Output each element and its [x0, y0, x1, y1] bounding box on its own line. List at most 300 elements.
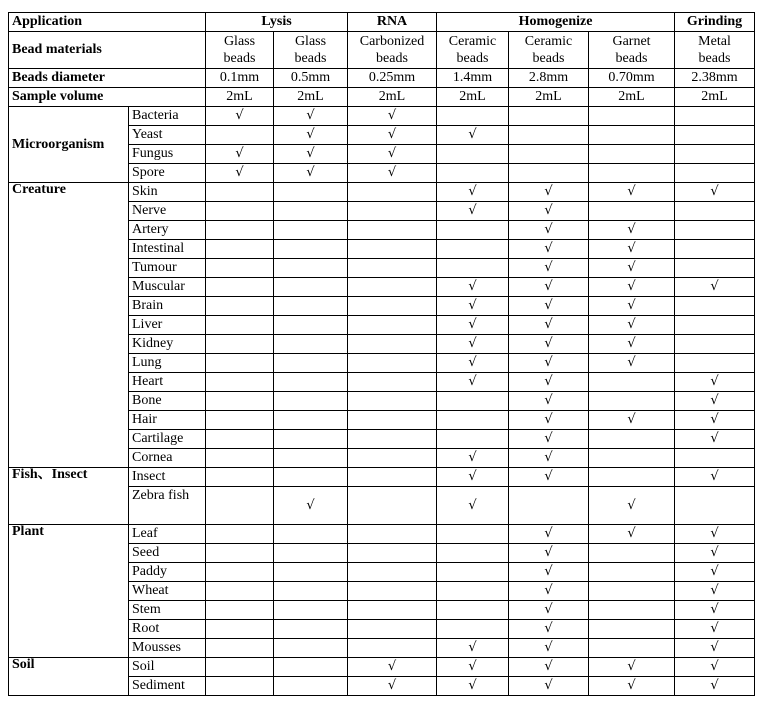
compatibility-cell: [509, 658, 589, 677]
sample-name: Leaf: [129, 525, 206, 544]
bead-material-type: beads: [532, 51, 565, 66]
compatibility-cell: [509, 582, 589, 601]
bead-material-type: beads: [615, 51, 648, 66]
check-mark-icon: √: [544, 659, 553, 674]
compatibility-cell: [589, 221, 675, 240]
compatibility-cell: [274, 240, 348, 259]
compatibility-cell: [437, 373, 509, 392]
compatibility-cell: [589, 278, 675, 297]
sample-volume-cell: 2mL: [274, 88, 348, 107]
compatibility-cell: [437, 126, 509, 145]
compatibility-cell: [589, 677, 675, 696]
compatibility-cell: [509, 297, 589, 316]
check-mark-icon: √: [627, 317, 636, 332]
sample-volume-header: Sample volume: [9, 88, 206, 107]
compatibility-cell: [206, 297, 274, 316]
beads-diameter-cell: 1.4mm: [437, 69, 509, 88]
compatibility-cell: [437, 335, 509, 354]
compatibility-cell: [509, 468, 589, 487]
compatibility-cell: [437, 639, 509, 658]
compatibility-cell: [274, 145, 348, 164]
compatibility-cell: [509, 240, 589, 259]
compatibility-cell: [675, 373, 755, 392]
compatibility-cell: [274, 487, 348, 525]
check-mark-icon: √: [468, 659, 477, 674]
compatibility-cell: [589, 183, 675, 202]
bead-material-name: Carbonized: [359, 34, 425, 49]
category-label: Fish、Insect: [9, 468, 129, 525]
beads-diameter-cell: 0.5mm: [274, 69, 348, 88]
compatibility-cell: [509, 392, 589, 411]
category-label: Creature: [9, 183, 129, 468]
compatibility-cell: [348, 183, 437, 202]
compatibility-cell: [348, 563, 437, 582]
compatibility-cell: [274, 563, 348, 582]
table-row: [9, 183, 755, 202]
check-mark-icon: √: [710, 412, 719, 427]
compatibility-cell: [274, 582, 348, 601]
compatibility-cell: [589, 525, 675, 544]
compatibility-cell: [437, 164, 509, 183]
check-mark-icon: √: [235, 165, 244, 180]
compatibility-cell: [509, 487, 589, 525]
check-mark-icon: √: [627, 184, 636, 199]
compatibility-cell: [274, 430, 348, 449]
check-mark-icon: √: [710, 621, 719, 636]
compatibility-cell: [589, 373, 675, 392]
compatibility-cell: [437, 259, 509, 278]
compatibility-cell: [437, 449, 509, 468]
check-mark-icon: √: [306, 127, 315, 142]
bead-materials-header: Bead materials: [9, 32, 206, 69]
sample-name: Stem: [129, 601, 206, 620]
compatibility-cell: [348, 620, 437, 639]
bead-material-cell: [348, 32, 437, 69]
compatibility-cell: [675, 278, 755, 297]
compatibility-cell: [274, 658, 348, 677]
check-mark-icon: √: [544, 602, 553, 617]
sample-name: Kidney: [129, 335, 206, 354]
check-mark-icon: √: [544, 260, 553, 275]
bead-material-name: Glass: [294, 34, 327, 49]
compatibility-cell: [348, 487, 437, 525]
check-mark-icon: √: [627, 298, 636, 313]
compatibility-cell: [589, 582, 675, 601]
compatibility-cell: [675, 259, 755, 278]
group-header: Homogenize: [437, 13, 675, 32]
sample-name: Seed: [129, 544, 206, 563]
check-mark-icon: √: [387, 659, 397, 674]
compatibility-cell: [509, 354, 589, 373]
compatibility-cell: [206, 316, 274, 335]
sample-name: Yeast: [129, 126, 206, 145]
compatibility-cell: [274, 449, 348, 468]
check-mark-icon: √: [544, 450, 553, 465]
bead-material-name: Garnet: [612, 34, 651, 49]
sample-name: Intestinal: [129, 240, 206, 259]
bead-material-cell: [274, 32, 348, 69]
check-mark-icon: √: [544, 412, 553, 427]
group-header: Grinding: [675, 13, 755, 32]
compatibility-cell: [206, 278, 274, 297]
table-row: [9, 107, 755, 126]
compatibility-cell: [675, 202, 755, 221]
bead-material-type: beads: [456, 51, 489, 66]
compatibility-cell: [274, 544, 348, 563]
beads-diameter-cell: 0.25mm: [348, 69, 437, 88]
check-mark-icon: √: [544, 336, 553, 351]
compatibility-cell: [589, 107, 675, 126]
compatibility-cell: [437, 430, 509, 449]
compatibility-cell: [348, 658, 437, 677]
check-mark-icon: √: [544, 469, 553, 484]
check-mark-icon: √: [468, 317, 477, 332]
compatibility-cell: [509, 639, 589, 658]
compatibility-cell: [675, 601, 755, 620]
compatibility-cell: [509, 278, 589, 297]
compatibility-cell: [206, 582, 274, 601]
compatibility-cell: [274, 107, 348, 126]
compatibility-cell: [274, 468, 348, 487]
compatibility-cell: [206, 449, 274, 468]
compatibility-cell: [348, 316, 437, 335]
compatibility-cell: [274, 126, 348, 145]
compatibility-cell: [589, 240, 675, 259]
check-mark-icon: √: [468, 678, 477, 693]
check-mark-icon: √: [544, 298, 553, 313]
compatibility-cell: [348, 411, 437, 430]
sample-name: Sediment: [129, 677, 206, 696]
compatibility-cell: [675, 487, 755, 525]
compatibility-cell: [206, 430, 274, 449]
check-mark-icon: √: [710, 184, 719, 199]
check-mark-icon: √: [710, 374, 719, 389]
compatibility-cell: [589, 639, 675, 658]
beads-diameter-cell: 2.38mm: [675, 69, 755, 88]
check-mark-icon: √: [627, 222, 636, 237]
compatibility-cell: [274, 316, 348, 335]
check-mark-icon: √: [710, 545, 719, 560]
compatibility-cell: [274, 411, 348, 430]
compatibility-cell: [348, 392, 437, 411]
check-mark-icon: √: [468, 184, 477, 199]
compatibility-cell: [589, 411, 675, 430]
beads-diameter-cell: 0.1mm: [206, 69, 274, 88]
check-mark-icon: √: [710, 279, 719, 294]
category-label: Plant: [9, 525, 129, 658]
compatibility-cell: [437, 677, 509, 696]
table-body: [9, 13, 755, 696]
check-mark-icon: √: [710, 526, 719, 541]
check-mark-icon: √: [710, 431, 719, 446]
compatibility-cell: [206, 392, 274, 411]
compatibility-cell: [348, 677, 437, 696]
compatibility-cell: [675, 468, 755, 487]
check-mark-icon: √: [306, 165, 315, 180]
compatibility-cell: [675, 145, 755, 164]
check-mark-icon: √: [710, 469, 719, 484]
compatibility-cell: [437, 392, 509, 411]
compatibility-cell: [589, 392, 675, 411]
sample-volume-cell: 2mL: [675, 88, 755, 107]
compatibility-cell: [675, 677, 755, 696]
sample-volume-cell: 2mL: [437, 88, 509, 107]
bead-material-type: beads: [223, 51, 256, 66]
compatibility-cell: [675, 164, 755, 183]
check-mark-icon: √: [387, 678, 397, 693]
check-mark-icon: √: [544, 678, 553, 693]
sample-volume-cell: 2mL: [206, 88, 274, 107]
compatibility-cell: [675, 297, 755, 316]
compatibility-cell: [274, 525, 348, 544]
check-mark-icon: √: [544, 621, 553, 636]
compatibility-cell: [206, 202, 274, 221]
compatibility-cell: [589, 544, 675, 563]
compatibility-cell: [675, 449, 755, 468]
sample-name: Hair: [129, 411, 206, 430]
bead-material-name: Ceramic: [448, 34, 497, 49]
compatibility-cell: [274, 677, 348, 696]
bead-material-type: beads: [698, 51, 731, 66]
compatibility-cell: [509, 430, 589, 449]
compatibility-cell: [675, 582, 755, 601]
compatibility-cell: [348, 335, 437, 354]
sample-name: Mousses: [129, 639, 206, 658]
compatibility-cell: [589, 259, 675, 278]
check-mark-icon: √: [468, 355, 477, 370]
compatibility-cell: [348, 240, 437, 259]
compatibility-cell: [348, 126, 437, 145]
check-mark-icon: √: [544, 393, 553, 408]
compatibility-cell: [589, 430, 675, 449]
check-mark-icon: √: [710, 583, 719, 598]
compatibility-cell: [509, 259, 589, 278]
compatibility-cell: [206, 658, 274, 677]
bead-application-table-wrapper: [8, 12, 755, 696]
compatibility-cell: [509, 544, 589, 563]
sample-name: Cornea: [129, 449, 206, 468]
sample-name: Paddy: [129, 563, 206, 582]
compatibility-cell: [206, 183, 274, 202]
compatibility-cell: [509, 525, 589, 544]
sample-name: Bacteria: [129, 107, 206, 126]
bead-material-cell: [437, 32, 509, 69]
compatibility-cell: [274, 278, 348, 297]
compatibility-cell: [675, 411, 755, 430]
sample-name: Wheat: [129, 582, 206, 601]
compatibility-cell: [348, 278, 437, 297]
check-mark-icon: √: [627, 526, 636, 541]
compatibility-cell: [206, 373, 274, 392]
compatibility-cell: [437, 468, 509, 487]
compatibility-cell: [206, 525, 274, 544]
check-mark-icon: √: [544, 222, 553, 237]
compatibility-cell: [675, 335, 755, 354]
compatibility-cell: [589, 202, 675, 221]
table-row: [9, 525, 755, 544]
compatibility-cell: [509, 183, 589, 202]
check-mark-icon: √: [627, 659, 636, 674]
compatibility-cell: [675, 354, 755, 373]
compatibility-cell: [675, 544, 755, 563]
compatibility-cell: [348, 373, 437, 392]
compatibility-cell: [274, 354, 348, 373]
table-row: [9, 468, 755, 487]
check-mark-icon: √: [544, 317, 553, 332]
check-mark-icon: √: [627, 279, 636, 294]
compatibility-cell: [589, 601, 675, 620]
compatibility-cell: [509, 677, 589, 696]
compatibility-cell: [437, 278, 509, 297]
compatibility-cell: [589, 335, 675, 354]
compatibility-cell: [206, 411, 274, 430]
compatibility-cell: [206, 468, 274, 487]
sample-volume-cell: 2mL: [348, 88, 437, 107]
sample-name: Artery: [129, 221, 206, 240]
compatibility-cell: [589, 354, 675, 373]
compatibility-cell: [348, 582, 437, 601]
compatibility-cell: [675, 658, 755, 677]
compatibility-cell: [206, 601, 274, 620]
compatibility-cell: [437, 183, 509, 202]
check-mark-icon: √: [544, 640, 553, 655]
sample-name: Zebra fish: [129, 487, 206, 525]
compatibility-cell: [274, 639, 348, 658]
compatibility-cell: [509, 563, 589, 582]
compatibility-cell: [589, 468, 675, 487]
check-mark-icon: √: [387, 165, 397, 180]
compatibility-cell: [437, 582, 509, 601]
bead-material-name: Glass: [223, 34, 256, 49]
sample-volume-cell: 2mL: [509, 88, 589, 107]
header-row-application: [9, 13, 755, 32]
check-mark-icon: √: [306, 497, 315, 513]
compatibility-cell: [437, 563, 509, 582]
compatibility-cell: [509, 107, 589, 126]
compatibility-cell: [348, 430, 437, 449]
compatibility-cell: [274, 259, 348, 278]
check-mark-icon: √: [627, 678, 636, 693]
check-mark-icon: √: [306, 146, 315, 161]
check-mark-icon: √: [627, 497, 636, 513]
check-mark-icon: √: [544, 355, 553, 370]
compatibility-cell: [437, 297, 509, 316]
check-mark-icon: √: [468, 279, 477, 294]
compatibility-cell: [509, 126, 589, 145]
compatibility-cell: [348, 601, 437, 620]
sample-name: Nerve: [129, 202, 206, 221]
compatibility-cell: [509, 620, 589, 639]
compatibility-cell: [348, 221, 437, 240]
compatibility-cell: [348, 259, 437, 278]
compatibility-cell: [675, 430, 755, 449]
compatibility-cell: [206, 126, 274, 145]
check-mark-icon: √: [235, 108, 244, 123]
application-header: Application: [9, 13, 206, 32]
compatibility-cell: [348, 202, 437, 221]
compatibility-cell: [206, 259, 274, 278]
header-row-beads-diameter: [9, 69, 755, 88]
compatibility-cell: [437, 658, 509, 677]
bead-material-cell: [675, 32, 755, 69]
compatibility-cell: [589, 145, 675, 164]
compatibility-cell: [274, 183, 348, 202]
compatibility-cell: [274, 202, 348, 221]
compatibility-cell: [675, 620, 755, 639]
sample-name: Bone: [129, 392, 206, 411]
check-mark-icon: √: [627, 336, 636, 351]
compatibility-cell: [348, 354, 437, 373]
sample-name: Insect: [129, 468, 206, 487]
compatibility-cell: [509, 449, 589, 468]
compatibility-cell: [675, 221, 755, 240]
compatibility-cell: [206, 107, 274, 126]
compatibility-cell: [509, 335, 589, 354]
sample-volume-cell: 2mL: [589, 88, 675, 107]
check-mark-icon: √: [468, 469, 477, 484]
category-label: Microorganism: [9, 107, 129, 183]
check-mark-icon: √: [306, 108, 315, 123]
sample-name: Muscular: [129, 278, 206, 297]
check-mark-icon: √: [544, 203, 553, 218]
check-mark-icon: √: [710, 659, 719, 674]
compatibility-cell: [206, 677, 274, 696]
check-mark-icon: √: [710, 678, 719, 693]
compatibility-cell: [437, 107, 509, 126]
check-mark-icon: √: [710, 564, 719, 579]
compatibility-cell: [437, 601, 509, 620]
beads-diameter-cell: 0.70mm: [589, 69, 675, 88]
compatibility-cell: [274, 221, 348, 240]
check-mark-icon: √: [544, 564, 553, 579]
compatibility-cell: [348, 297, 437, 316]
compatibility-cell: [675, 525, 755, 544]
check-mark-icon: √: [544, 374, 553, 389]
check-mark-icon: √: [468, 450, 477, 465]
bead-material-name: Ceramic: [524, 34, 573, 49]
compatibility-cell: [348, 107, 437, 126]
group-header: Lysis: [206, 13, 348, 32]
compatibility-cell: [437, 620, 509, 639]
sample-name: Cartilage: [129, 430, 206, 449]
compatibility-cell: [675, 392, 755, 411]
check-mark-icon: √: [710, 640, 719, 655]
compatibility-cell: [437, 145, 509, 164]
check-mark-icon: √: [627, 260, 636, 275]
header-row-bead-materials: [9, 32, 755, 69]
compatibility-cell: [206, 487, 274, 525]
compatibility-cell: [437, 221, 509, 240]
check-mark-icon: √: [544, 431, 553, 446]
bead-material-cell: [509, 32, 589, 69]
compatibility-cell: [589, 563, 675, 582]
compatibility-cell: [274, 620, 348, 639]
header-row-sample-volume: [9, 88, 755, 107]
sample-name: Fungus: [129, 145, 206, 164]
check-mark-icon: √: [468, 497, 477, 513]
compatibility-cell: [509, 411, 589, 430]
compatibility-cell: [206, 240, 274, 259]
compatibility-cell: [348, 164, 437, 183]
sample-name: Liver: [129, 316, 206, 335]
compatibility-cell: [589, 449, 675, 468]
compatibility-cell: [589, 164, 675, 183]
compatibility-cell: [206, 145, 274, 164]
compatibility-cell: [675, 126, 755, 145]
compatibility-cell: [348, 468, 437, 487]
compatibility-cell: [206, 335, 274, 354]
check-mark-icon: √: [544, 279, 553, 294]
